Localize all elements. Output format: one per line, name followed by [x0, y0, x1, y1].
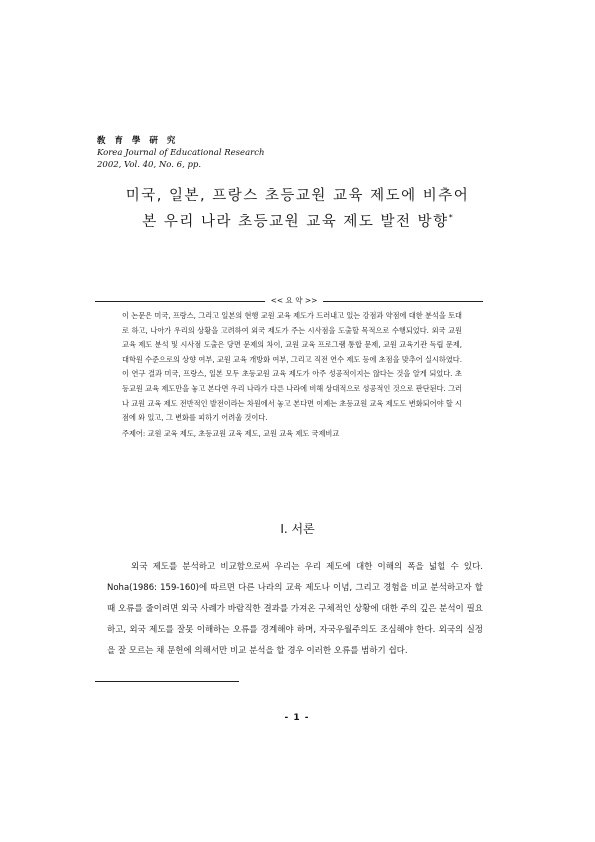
abstract-text: 이 논문은 미국, 프랑스, 그리고 일본의 현행 교원 교육 제도가 드러내고 있는 강점과 약점에 대한 분석을 토대로 하고, 나아가 우리의 상황을 고려하여 외국 제도가 주는 시사점을 도출할 목적으로 수행되었다. 외국 교원 교육 제도 분석 및 시사점 도출은 당면 문제의 차이, 교원 교육 프로그램 통합 문제, 교원 교육기관 독립 문제, 대학원 수준으로의 상향 여부, 교원 교육 개방화 여부, 그리고 직전 연수 제도 등에 초점을 맞추어 실시하였다. 이 연구 결과 미국, 프랑스, 일본 모두 초등교원 교육 제도가 아주 성공적이지는 않다는 것을 알게 되었다. 초등교원 교육 제도만을 놓고 본다면 우리 나라가 다른 나라에 비해 상대적으로 성공적인 것으로 판단된다. 그러나 교원 교육 제도 전반적인 발전이라는 차원에서 놓고 본다면 이제는 초등교원 교육 제도도 변화되어야 할 시점에 와 있고, 그 변화를 피하기 어려울 것이다. — [122, 311, 462, 423]
abstract-heading-row — [95, 296, 483, 306]
footnote-divider — [95, 681, 239, 682]
page-number: - 1 - — [284, 713, 310, 723]
journal-volume: 2002, Vol. 40, No. 6, pp. — [97, 160, 202, 170]
abstract-rule-right — [323, 301, 483, 302]
abstract-rule-left — [95, 301, 265, 302]
journal-korean-title: 敎 育 學 硏 究 — [97, 136, 179, 146]
paper-title-line2-wrap — [60, 207, 535, 233]
body-paragraph: 외국 제도를 분석하고 비교함으로써 우리는 우리 제도에 대한 이해의 폭을 넓힐 수 있다. Noha(1986: 159-160)에 따르면 다른 나라의 교육 제도나 이념, 그리고 경험을 비교 분석하고자 할 때 오류를 줄이려면 외국 사례가 바람직한 결과를 가져온 구체적인 상황에 대한 주의 깊은 분석이 필요하고, 외국 제도를 잘못 이해하는 오류를 경계해야 하며, 자국우월주의도 조심해야 한다. 외국의 실정을 잘 모르는 채 문헌에 의해서만 비교 분석을 할 경우 이러한 오류를 범하기 쉽다. — [107, 562, 483, 656]
abstract-heading: << 요 약 >> — [270, 296, 318, 305]
section-heading: I. 서론 — [280, 522, 315, 536]
paper-title — [60, 186, 535, 233]
journal-header — [97, 135, 264, 171]
body-text — [107, 557, 483, 662]
paper-title-line1: 미국, 일본, 프랑스 초등교원 교육 제도에 비추어 — [125, 188, 470, 204]
abstract-keywords: 주제어: 교원 교육 제도, 초등교원 교육 제도, 교원 교육 제도 국제비교 — [122, 428, 340, 438]
paper-title-line2: 본 우리 나라 초등교원 교육 제도 발전 방향 — [142, 213, 449, 230]
abstract — [122, 309, 462, 441]
journal-english-title: Korea Journal of Educational Research — [97, 148, 265, 158]
title-footnote-mark: * — [448, 213, 453, 222]
